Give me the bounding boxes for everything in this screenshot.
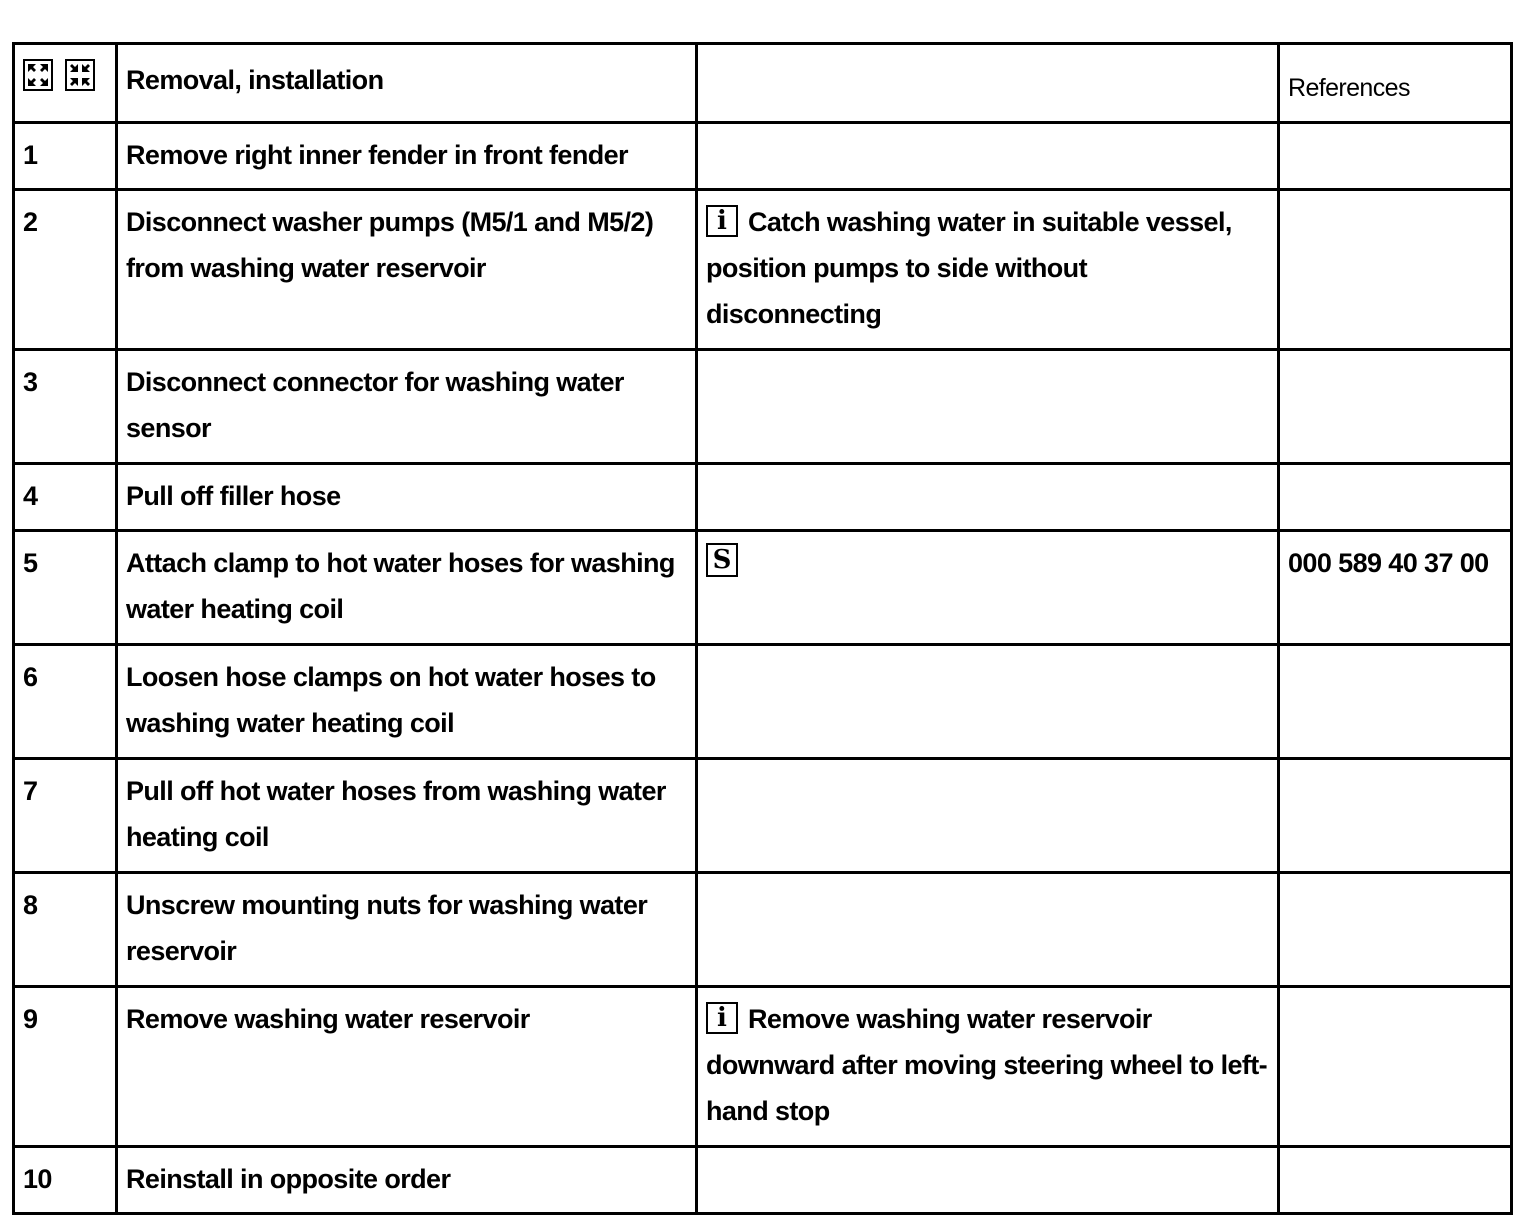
step-text: Pull off filler hose: [117, 464, 697, 531]
table-row: [14, 987, 1512, 1147]
procedure-document: [12, 42, 1510, 1215]
step-number: 4: [14, 464, 117, 531]
step-text: Attach clamp to hot water hoses for washing water heating coil: [117, 531, 697, 645]
step-note: [697, 645, 1279, 759]
table-row: [14, 350, 1512, 464]
step-text: Disconnect connector for washing water sensor: [117, 350, 697, 464]
step-reference: [1279, 873, 1512, 987]
table-row: [14, 759, 1512, 873]
step-reference: [1279, 1147, 1512, 1214]
header-title: Removal, installation: [117, 44, 697, 123]
step-reference: [1279, 987, 1512, 1147]
info-icon: i: [706, 205, 738, 237]
procedure-table: [12, 42, 1513, 1215]
step-number: 5: [14, 531, 117, 645]
step-note: [697, 531, 1279, 645]
step-number: 1: [14, 123, 117, 190]
table-row: [14, 1147, 1512, 1214]
step-reference: [1279, 759, 1512, 873]
step-note: [697, 873, 1279, 987]
step-number: 2: [14, 190, 117, 350]
step-text: Disconnect washer pumps (M5/1 and M5/2) from washing water reservoir: [117, 190, 697, 350]
step-note: [697, 464, 1279, 531]
special-tool-icon: S: [706, 543, 738, 577]
step-reference: [1279, 350, 1512, 464]
installation-icon: [65, 59, 95, 91]
step-note: [697, 759, 1279, 873]
step-note-text: Catch washing water in suitable vessel, position pumps to side without disconnecting: [706, 207, 1232, 329]
table-row: [14, 873, 1512, 987]
table-row: [14, 464, 1512, 531]
step-reference: [1279, 464, 1512, 531]
step-note: [697, 350, 1279, 464]
header-icons-cell: [14, 44, 117, 123]
step-number: 10: [14, 1147, 117, 1214]
step-text: Remove washing water reservoir: [117, 987, 697, 1147]
step-note: [697, 1147, 1279, 1214]
step-reference: [1279, 645, 1512, 759]
step-number: 6: [14, 645, 117, 759]
step-reference: 000 589 40 37 00: [1279, 531, 1512, 645]
table-row: [14, 123, 1512, 190]
step-note-text: Remove washing water reservoir downward after moving steering wheel to left-hand stop: [706, 1004, 1268, 1126]
step-number: 3: [14, 350, 117, 464]
step-text: Pull off hot water hoses from washing water heating coil: [117, 759, 697, 873]
removal-icon: [23, 59, 53, 91]
header-notes-cell: [697, 44, 1279, 123]
step-note: [697, 987, 1279, 1147]
step-note: [697, 123, 1279, 190]
step-number: 8: [14, 873, 117, 987]
step-text: Loosen hose clamps on hot water hoses to washing water heating coil: [117, 645, 697, 759]
step-number: 7: [14, 759, 117, 873]
step-number: 9: [14, 987, 117, 1147]
step-text: Reinstall in opposite order: [117, 1147, 697, 1214]
header-references: References: [1279, 44, 1512, 123]
table-row: [14, 531, 1512, 645]
step-text: Remove right inner fender in front fender: [117, 123, 697, 190]
step-text: Unscrew mounting nuts for washing water reservoir: [117, 873, 697, 987]
step-reference: [1279, 123, 1512, 190]
info-icon: i: [706, 1002, 738, 1034]
step-note: [697, 190, 1279, 350]
table-row: [14, 190, 1512, 350]
table-header-row: [14, 44, 1512, 123]
table-row: [14, 645, 1512, 759]
step-reference: [1279, 190, 1512, 350]
